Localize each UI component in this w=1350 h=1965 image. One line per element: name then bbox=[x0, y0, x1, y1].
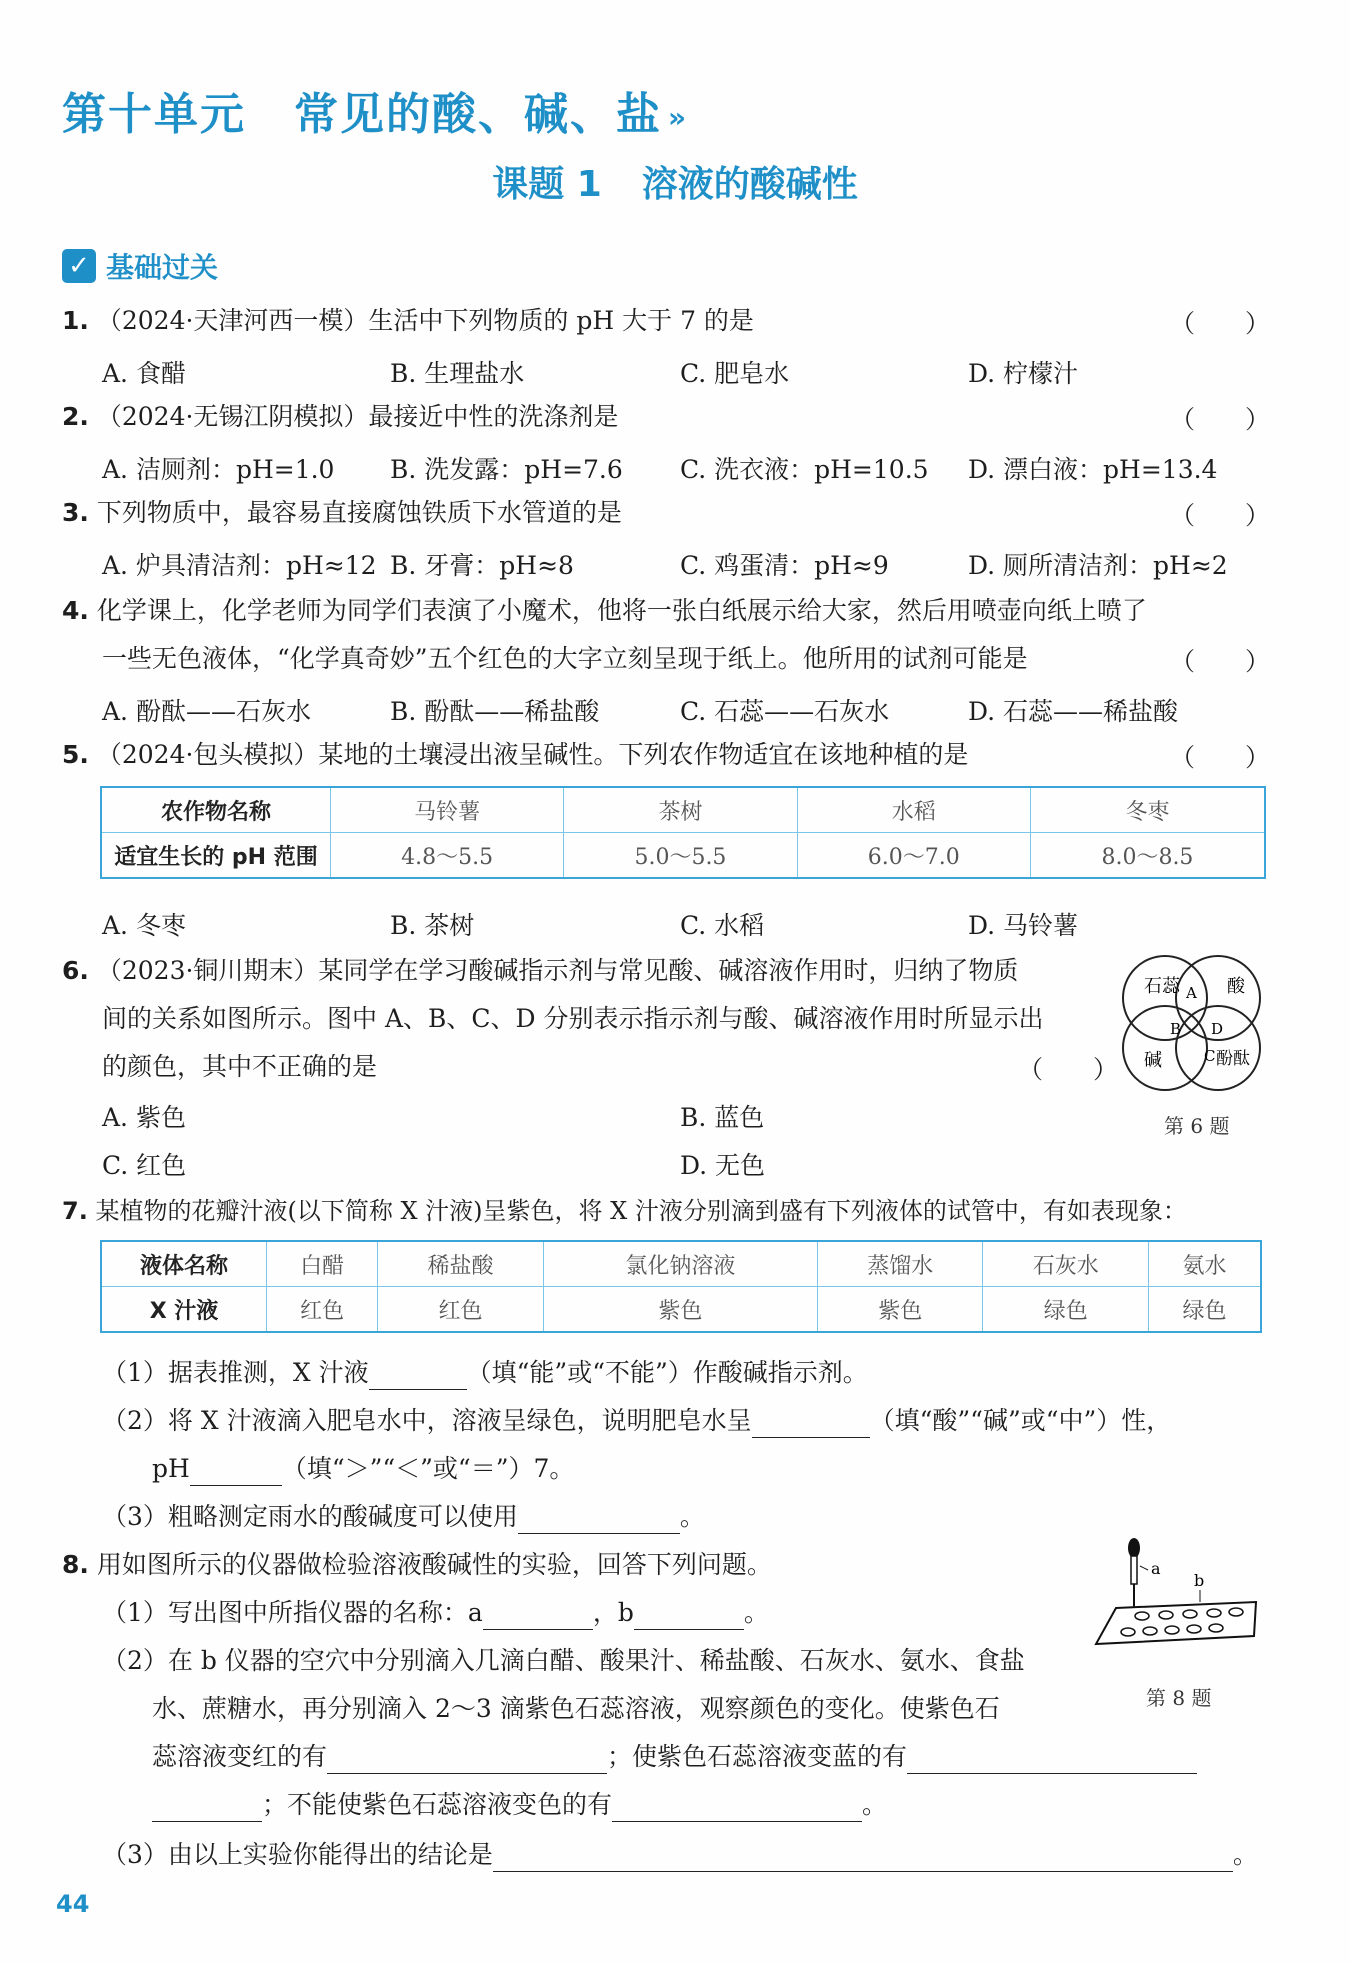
option-d: D. 漂白液：pH=13.4 bbox=[968, 455, 1218, 484]
answer-blank[interactable] bbox=[190, 1457, 282, 1486]
double-chevron-icon: » bbox=[668, 100, 689, 134]
question-7 bbox=[62, 1194, 1187, 1228]
venn-diagram-figure bbox=[1110, 948, 1270, 1098]
answer-blank[interactable] bbox=[369, 1361, 467, 1390]
venn-letter: C bbox=[1204, 1047, 1216, 1065]
question-text: （2024·无锡江阴模拟）最接近中性的洗涤剂是 bbox=[96, 402, 619, 431]
answer-paren: （ ） bbox=[1170, 743, 1271, 772]
answer-paren: （ ） bbox=[1170, 647, 1271, 676]
question-number: 5. bbox=[62, 740, 89, 769]
table-header-cell: 液体名称 bbox=[101, 1241, 267, 1287]
question-8 bbox=[62, 1548, 772, 1582]
answer-paren: （ ） bbox=[1018, 1055, 1119, 1084]
question-text: （2024·天津河西一模）生活中下列物质的 pH 大于 7 的是 bbox=[96, 306, 754, 335]
answer-blank[interactable] bbox=[752, 1409, 870, 1438]
part-text: ；使紫色石蕊溶液变蓝的有 bbox=[607, 1742, 908, 1771]
crop-ph-table bbox=[100, 786, 1266, 879]
option-b: B. 蓝色 bbox=[680, 1103, 765, 1132]
question-1 bbox=[62, 304, 754, 338]
unit-label: 第十单元 bbox=[62, 89, 246, 140]
part-text: （填“能”或“不能”）作酸碱指示剂。 bbox=[466, 1358, 868, 1387]
answer-paren: （ ） bbox=[1170, 405, 1271, 434]
part-text: （1）据表推测，X 汁液 bbox=[102, 1358, 369, 1387]
option-b: B. 酚酞——稀盐酸 bbox=[390, 697, 600, 726]
table-header-cell: X 汁液 bbox=[101, 1287, 267, 1333]
venn-letter: A bbox=[1186, 984, 1197, 1002]
table-cell: 蒸馏水 bbox=[817, 1241, 983, 1287]
venn-circle bbox=[1176, 1006, 1260, 1090]
question-7-part-3 bbox=[102, 1500, 705, 1534]
option-c: C. 石蕊——石灰水 bbox=[680, 697, 890, 726]
part-text: （2）将 X 汁液滴入肥皂水中，溶液呈绿色，说明肥皂水呈 bbox=[102, 1406, 752, 1435]
question-2 bbox=[62, 400, 618, 434]
question-5 bbox=[62, 738, 968, 772]
table-row bbox=[101, 1287, 1261, 1333]
table-cell: 水稻 bbox=[797, 787, 1030, 833]
option-a: A. 炉具清洁剂：pH≈12 bbox=[102, 551, 377, 580]
question-6-line-3: 的颜色，其中不正确的是 bbox=[102, 1052, 378, 1081]
option-d: D. 柠檬汁 bbox=[968, 359, 1079, 388]
table-cell: 5.0～5.5 bbox=[564, 833, 797, 879]
table-cell: 紫色 bbox=[817, 1287, 983, 1333]
question-4 bbox=[62, 594, 1147, 628]
spot-plate-icon bbox=[1096, 1602, 1256, 1644]
table-cell: 4.8～5.5 bbox=[331, 833, 564, 879]
x-juice-table bbox=[100, 1240, 1262, 1333]
option-c: C. 鸡蛋清：pH≈9 bbox=[680, 551, 889, 580]
option-c: C. 水稻 bbox=[680, 911, 765, 940]
venn-letter: D bbox=[1211, 1020, 1224, 1038]
option-a: A. 酚酞——石灰水 bbox=[102, 697, 311, 726]
question-7-part-2-cont bbox=[152, 1452, 574, 1486]
venn-label: 碱 bbox=[1144, 1050, 1162, 1071]
venn-label: 石蕊 bbox=[1144, 976, 1180, 997]
answer-blank[interactable] bbox=[483, 1601, 593, 1630]
question-text: 某植物的花瓣汁液(以下简称 X 汁液)呈紫色，将 X 汁液分别滴到盛有下列液体的试管中，有如表现象： bbox=[95, 1197, 1187, 1225]
question-8-part-2: （2）在 b 仪器的空穴中分别滴入几滴白醋、酸果汁、稀盐酸、石灰水、氨水、食盐 bbox=[102, 1646, 1025, 1675]
lesson-title bbox=[0, 156, 1350, 207]
question-8-part-2-line-2: 水、蔗糖水，再分别滴入 2～3 滴紫色石蕊溶液，观察颜色的变化。使紫色石 bbox=[152, 1694, 1000, 1723]
question-text: 化学课上，化学老师为同学们表演了小魔术，他将一张白纸展示给大家，然后用喷壶向纸上喷了 bbox=[96, 596, 1147, 625]
venn-circle bbox=[1123, 1006, 1207, 1090]
part-text: （1）写出图中所指仪器的名称：a bbox=[102, 1598, 483, 1627]
question-number: 4. bbox=[62, 596, 89, 625]
table-cell: 红色 bbox=[267, 1287, 378, 1333]
venn-label: 酚酞 bbox=[1216, 1049, 1250, 1069]
question-number: 2. bbox=[62, 402, 89, 431]
pointer-line bbox=[1140, 1566, 1148, 1570]
question-text: 用如图所示的仪器做检验溶液酸碱性的实验，回答下列问题。 bbox=[96, 1550, 772, 1579]
label-a: a bbox=[1151, 1559, 1161, 1578]
option-a: A. 洁厕剂：pH=1.0 bbox=[102, 455, 335, 484]
table-header-cell: 农作物名称 bbox=[101, 787, 331, 833]
question-8-part-2-line-4 bbox=[152, 1788, 887, 1822]
question-text: 下列物质中，最容易直接腐蚀铁质下水管道的是 bbox=[96, 498, 622, 527]
option-d: D. 无色 bbox=[680, 1151, 766, 1180]
table-cell: 8.0～8.5 bbox=[1030, 833, 1265, 879]
question-number: 1. bbox=[62, 306, 89, 335]
question-6-line-2: 间的关系如图所示。图中 A、B、C、D 分别表示指示剂与酸、碱溶液作用时所显示出 bbox=[102, 1004, 1044, 1033]
figure-caption: 第 6 题 bbox=[1164, 1114, 1230, 1138]
answer-blank[interactable] bbox=[634, 1601, 744, 1630]
table-cell: 马铃薯 bbox=[331, 787, 564, 833]
option-c: C. 洗衣液：pH=10.5 bbox=[680, 455, 929, 484]
option-a: A. 紫色 bbox=[102, 1103, 186, 1132]
option-c: C. 红色 bbox=[102, 1151, 187, 1180]
answer-blank[interactable] bbox=[612, 1793, 862, 1822]
option-b: B. 茶树 bbox=[390, 911, 475, 940]
question-text: （2023·铜川期末）某同学在学习酸碱指示剂与常见酸、碱溶液作用时，归纳了物质 bbox=[96, 956, 1019, 985]
table-cell: 石灰水 bbox=[983, 1241, 1149, 1287]
lesson-label: 课题 1 bbox=[492, 164, 602, 205]
question-number: 3. bbox=[62, 498, 89, 527]
answer-blank[interactable] bbox=[518, 1505, 680, 1534]
table-cell: 红色 bbox=[378, 1287, 544, 1333]
table-row bbox=[101, 833, 1265, 879]
table-cell: 绿色 bbox=[1149, 1287, 1262, 1333]
table-header-cell: 适宜生长的 pH 范围 bbox=[101, 833, 331, 879]
section-title: 基础过关 bbox=[106, 251, 219, 284]
section-heading bbox=[62, 246, 218, 286]
table-cell: 氯化钠溶液 bbox=[543, 1241, 817, 1287]
part-text: 。 bbox=[743, 1598, 769, 1627]
question-8-part-1 bbox=[102, 1596, 769, 1630]
option-b: B. 洗发露：pH=7.6 bbox=[390, 455, 623, 484]
dropper-spot-plate-figure bbox=[1076, 1536, 1276, 1676]
option-a: A. 食醋 bbox=[102, 359, 186, 388]
question-7-part-1 bbox=[102, 1356, 868, 1390]
table-row bbox=[101, 1241, 1261, 1287]
question-8-part-3 bbox=[102, 1838, 1258, 1872]
option-a: A. 冬枣 bbox=[102, 911, 186, 940]
venn-label: 酸 bbox=[1227, 976, 1245, 997]
part-text: ，b bbox=[592, 1598, 634, 1627]
question-7-part-2 bbox=[102, 1404, 1171, 1438]
question-8-part-2-line-3 bbox=[152, 1740, 1197, 1774]
part-text: （3）由以上实验你能得出的结论是 bbox=[102, 1840, 493, 1869]
table-cell: 绿色 bbox=[983, 1287, 1149, 1333]
answer-blank[interactable] bbox=[493, 1843, 1233, 1872]
answer-paren: （ ） bbox=[1170, 309, 1271, 338]
answer-blank[interactable] bbox=[152, 1793, 262, 1822]
option-b: B. 牙膏：pH≈8 bbox=[390, 551, 574, 580]
table-row bbox=[101, 787, 1265, 833]
question-number: 7. bbox=[62, 1197, 88, 1225]
page-number: 44 bbox=[56, 1890, 90, 1918]
part-text: pH bbox=[152, 1454, 190, 1483]
figure-caption: 第 8 题 bbox=[1146, 1686, 1212, 1710]
part-text: 。 bbox=[862, 1790, 888, 1819]
venn-letter: B bbox=[1170, 1020, 1182, 1038]
table-cell: 白醋 bbox=[267, 1241, 378, 1287]
answer-blank[interactable] bbox=[327, 1745, 607, 1774]
question-number: 6. bbox=[62, 956, 89, 985]
option-c: C. 肥皂水 bbox=[680, 359, 790, 388]
unit-title bbox=[62, 78, 688, 142]
part-text: 蕊溶液变红的有 bbox=[152, 1742, 328, 1771]
question-4-line-2: 一些无色液体，“化学真奇妙”五个红色的大字立刻呈现于纸上。他所用的试剂可能是 bbox=[102, 644, 1028, 673]
part-text: （3）粗略测定雨水的酸碱度可以使用 bbox=[102, 1502, 518, 1531]
option-d: D. 马铃薯 bbox=[968, 911, 1079, 940]
part-text: （填“＞”“＜”或“＝”）7。 bbox=[281, 1454, 575, 1483]
question-6 bbox=[62, 954, 1018, 988]
unit-topic: 常见的酸、碱、盐 bbox=[294, 89, 662, 140]
table-cell: 紫色 bbox=[543, 1287, 817, 1333]
option-b: B. 生理盐水 bbox=[390, 359, 525, 388]
checkbox-icon: ✓ bbox=[62, 249, 96, 283]
option-d: D. 石蕊——稀盐酸 bbox=[968, 697, 1179, 726]
part-text: （填“酸”“碱”或“中”）性， bbox=[869, 1406, 1172, 1435]
label-b: b bbox=[1194, 1571, 1205, 1590]
table-cell: 稀盐酸 bbox=[378, 1241, 544, 1287]
part-text: 。 bbox=[679, 1502, 705, 1531]
answer-blank[interactable] bbox=[907, 1745, 1197, 1774]
part-text: 。 bbox=[1232, 1840, 1258, 1869]
table-cell: 茶树 bbox=[564, 787, 797, 833]
question-3 bbox=[62, 496, 622, 530]
table-cell: 冬枣 bbox=[1030, 787, 1265, 833]
question-number: 8. bbox=[62, 1550, 89, 1579]
question-text: （2024·包头模拟）某地的土壤浸出液呈碱性。下列农作物适宜在该地种植的是 bbox=[96, 740, 969, 769]
part-text: ；不能使紫色石蕊溶液变色的有 bbox=[262, 1790, 613, 1819]
table-cell: 氨水 bbox=[1149, 1241, 1262, 1287]
answer-paren: （ ） bbox=[1170, 501, 1271, 530]
option-d: D. 厕所清洁剂：pH≈2 bbox=[968, 551, 1228, 580]
lesson-topic: 溶液的酸碱性 bbox=[641, 164, 858, 205]
table-cell: 6.0～7.0 bbox=[797, 833, 1030, 879]
